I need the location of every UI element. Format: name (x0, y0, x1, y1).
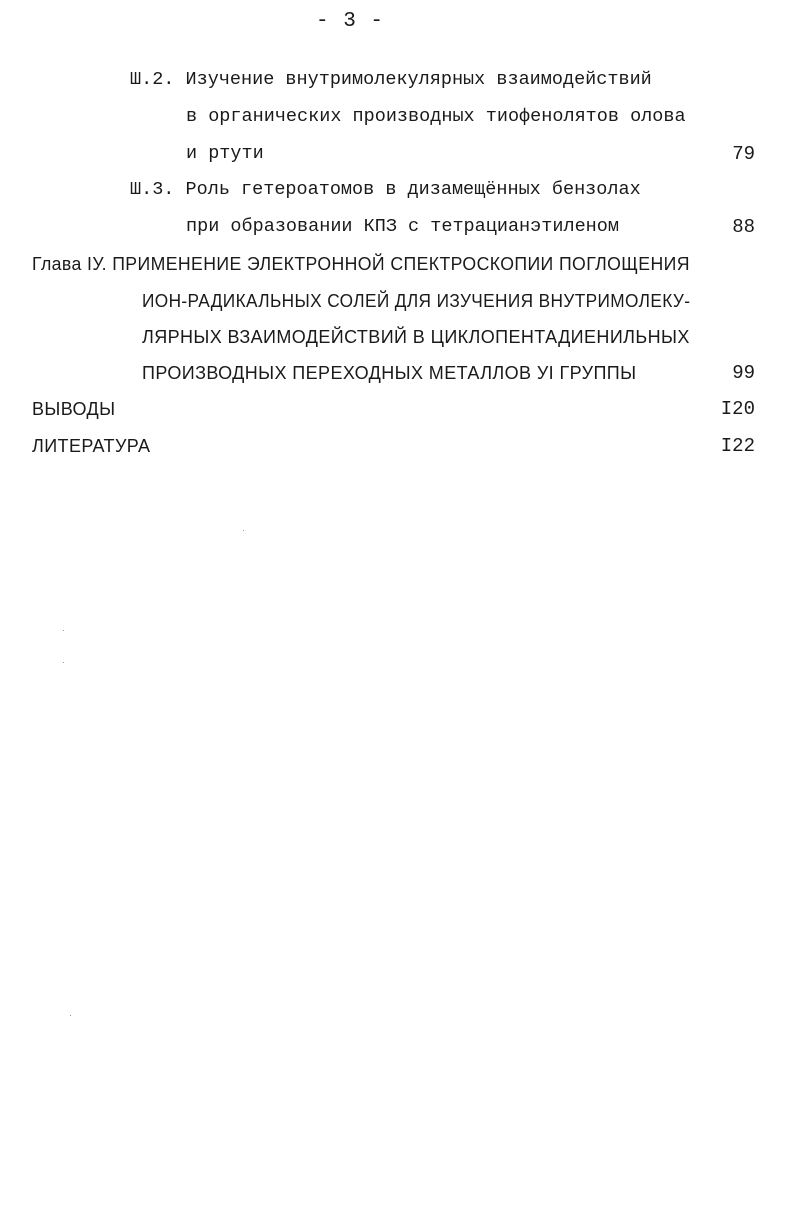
toc-literature-label: ЛИТЕРАТУРА (32, 436, 151, 456)
toc-chapter-4-line3: ЛЯРНЫХ ВЗАИМОДЕЙСТВИЙ В ЦИКЛОПЕНТАДИЕНИЛЬНЫХ (142, 327, 690, 347)
toc-section-3-2-line2: в органических производных тиофенолятов олова (186, 106, 686, 127)
toc-section-3-3-line1: Ш.3. Роль гетероатомов в дизамещённых бензолах (130, 179, 641, 200)
page-number: - 3 - (315, 10, 384, 33)
toc-chapter-4-line1: Глава IУ. ПРИМЕНЕНИЕ ЭЛЕКТРОННОЙ СПЕКТРОСКОПИИ ПОГЛОЩЕНИЯ (32, 254, 690, 274)
toc-conclusions-label: ВЫВОДЫ (32, 399, 116, 419)
scan-speck (70, 1015, 71, 1016)
toc-section-3-3-page: 88 (732, 216, 755, 238)
scan-speck (63, 662, 64, 663)
toc-section-3-2-page: 79 (732, 143, 755, 165)
toc-section-3-2-line1: Ш.2. Изучение внутримолекулярных взаимодействий (130, 69, 652, 90)
scan-speck (243, 530, 244, 531)
toc-section-3-3-line2: при образовании КПЗ с тетрацианэтиленом (186, 216, 619, 237)
toc-chapter-4-line4: ПРОИЗВОДНЫХ ПЕРЕХОДНЫХ МЕТАЛЛОВ УI ГРУППЫ (142, 363, 637, 383)
scan-speck (63, 630, 64, 631)
toc-conclusions-page: I20 (720, 398, 755, 420)
toc-chapter-4-line2: ИОН-РАДИКАЛЬНЫХ СОЛЕЙ ДЛЯ ИЗУЧЕНИЯ ВНУТРИМОЛЕКУ- (142, 291, 691, 311)
toc-literature-page: I22 (720, 435, 755, 457)
toc-chapter-4-page: 99 (732, 362, 755, 384)
toc-section-3-2-line3: и ртути (186, 143, 264, 164)
